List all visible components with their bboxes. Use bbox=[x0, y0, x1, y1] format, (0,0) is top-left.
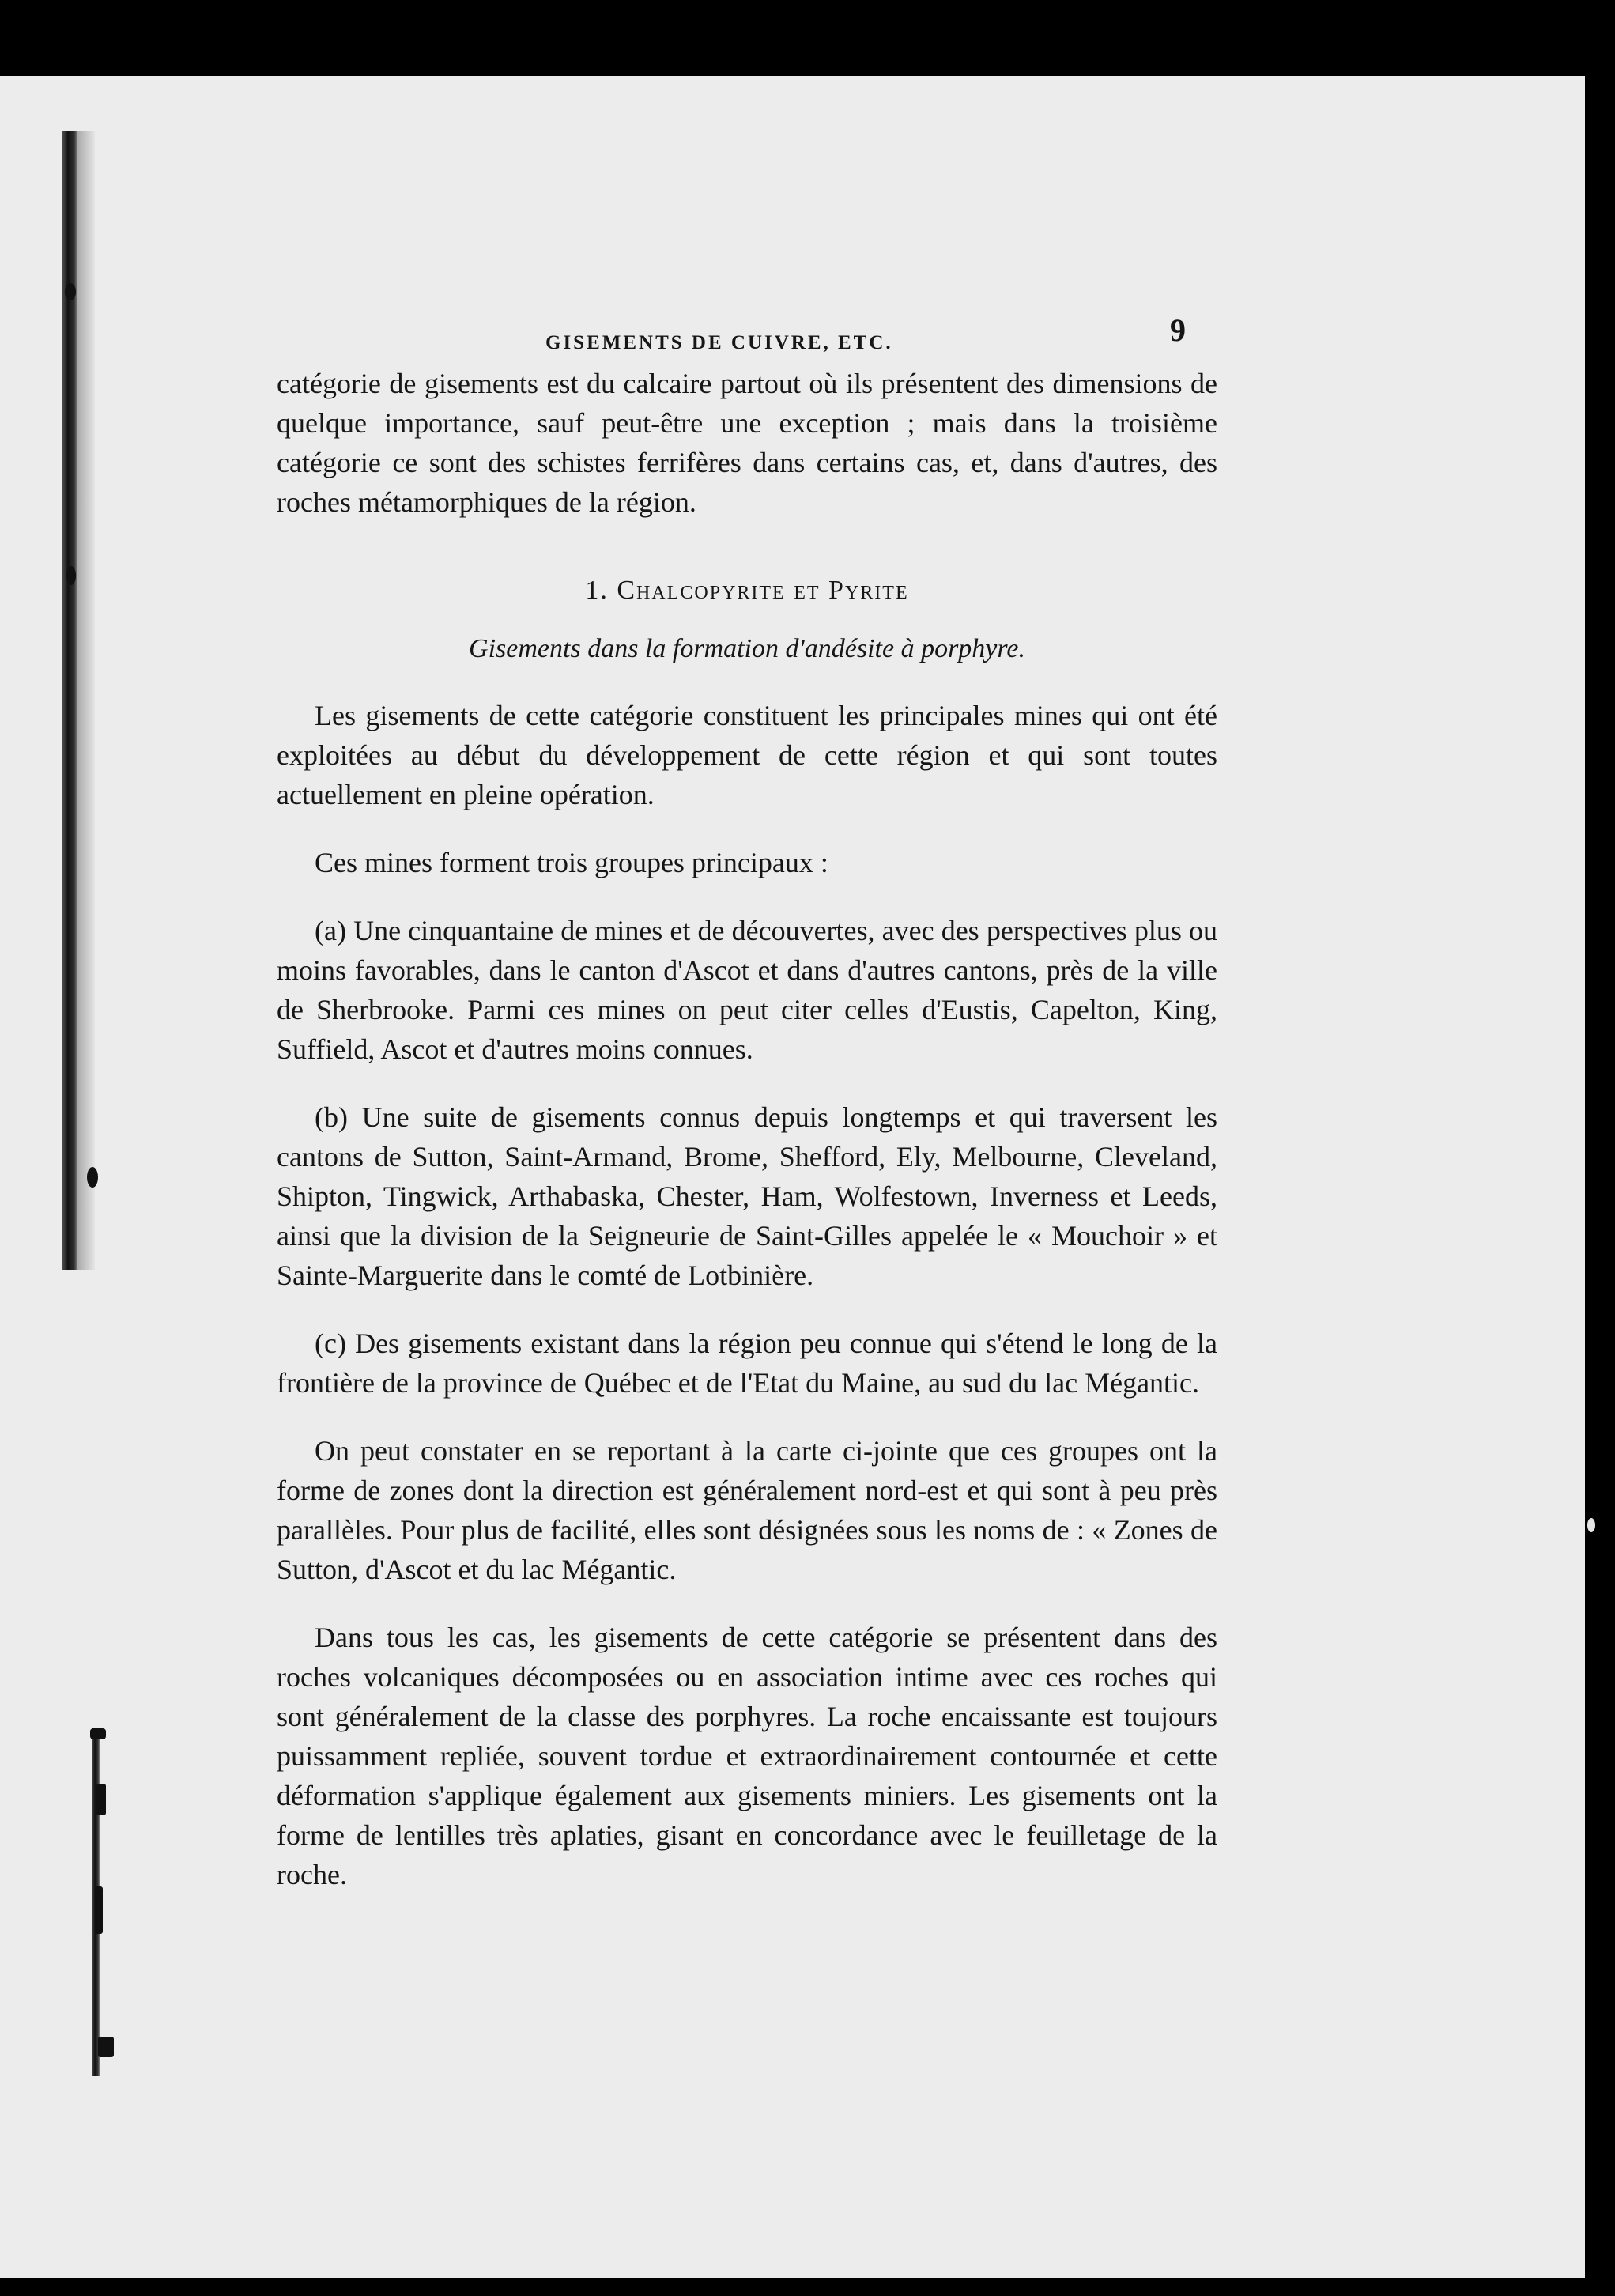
section-subtitle: Gisements dans la formation d'andésite à porphyre. bbox=[469, 634, 1025, 663]
running-head bbox=[277, 308, 1217, 364]
page-binding-shadow bbox=[0, 76, 119, 2278]
paragraph: (a) Une cinquantaine de mines et de découvertes, avec des perspectives plus ou moins favorables, dans le canton d'Ascot et dans d'autres cantons, près de la ville de Sherbrooke. Parmi ces mines on peut citer celles d'Eustis, Capelton, King, Suffield, Ascot et d'autres moins connues. bbox=[277, 915, 1217, 1065]
paragraph: Ces mines forment trois groupes principaux : bbox=[315, 847, 828, 878]
paragraph: (c) Des gisements existant dans la région peu connue qui s'étend le long de la frontière de la province de Québec et de l'Etat du Maine, au sud du lac Mégantic. bbox=[277, 1327, 1217, 1399]
page-number: 9 bbox=[1170, 312, 1186, 348]
edge-mark bbox=[1587, 1518, 1595, 1532]
paragraph: On peut constater en se reportant à la carte ci-jointe que ces groupes ont la forme de zones dont la direction est généralement nord-est et qui sont à peu près parallèles. Pour plus de facilité, elles sont désignées sous les noms de : « Zones de Sutton, d'Ascot et du lac Mégantic. bbox=[277, 1435, 1217, 1585]
paragraph: (b) Une suite de gisements connus depuis longtemps et qui traversent les cantons de Sutton, Saint-Armand, Brome, Shefford, Ely, Melbourne, Cleveland, Shipton, Tingwick, Arthabaska, Chester, Ham, Wolfestown, Inverness et Leeds, ainsi que la division de la Seigneurie de Saint-Gilles appelée le « Mouchoir » et Sainte-Marguerite dans le comté de Lotbinière. bbox=[277, 1101, 1217, 1291]
section-title: 1. Chalcopyrite et Pyrite bbox=[585, 576, 909, 605]
paragraph: Les gisements de cette catégorie constituent les principales mines qui ont été exploitées au début du développement de cette région et qui sont toutes actuellement en pleine opération. bbox=[277, 700, 1217, 810]
running-title: GISEMENTS DE CUIVRE, ETC. bbox=[545, 332, 893, 353]
intro-paragraph: catégorie de gisements est du calcaire partout où ils présentent des dimensions de quelque importance, sauf peut-être une exception ; mais dans la troisième catégorie ce sont des schistes ferrifères dans certains cas, et, dans d'autres, des roches métamorphiques de la région. bbox=[277, 368, 1217, 518]
paragraph: Dans tous les cas, les gisements de cette catégorie se présentent dans des roches volcaniques décomposées ou en association intime avec ces roches qui sont généralement de la classe des porphyres. La roche encaissante est toujours puissamment repliée, souvent tordue et extraordinairement contournée et cette déformation s'applique également aux gisements miniers. Les gisements ont la forme de lentilles très aplaties, gisant en concordance avec le feuilletage de la roche. bbox=[277, 1622, 1217, 1890]
page-text bbox=[277, 308, 1217, 1894]
